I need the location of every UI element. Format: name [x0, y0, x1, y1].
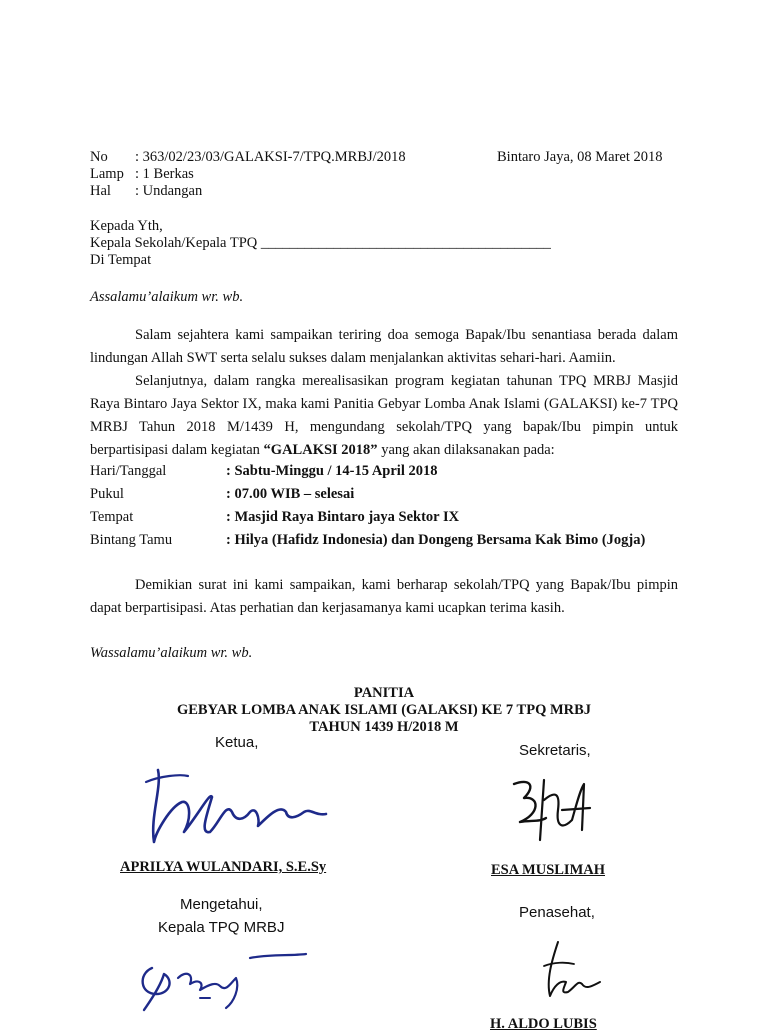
hal-value: : Undangan	[135, 183, 203, 199]
detail-label-time: Pukul	[90, 486, 124, 502]
committee-year: TAHUN 1439 H/2018 M	[309, 719, 459, 735]
body-paragraph-2	[90, 370, 678, 462]
kepala-signature-body	[178, 974, 237, 1008]
farewell: Wassalamu’alaikum wr. wb.	[90, 645, 253, 661]
sekretaris-signature-mark	[540, 780, 590, 840]
ketua-signature-flourish	[146, 775, 188, 782]
kepala-signature-line	[250, 954, 306, 958]
closing-paragraph	[90, 574, 678, 620]
detail-value-time: : 07.00 WIB – selesai	[226, 486, 355, 502]
lamp-label: Lamp	[90, 166, 124, 182]
detail-value-date: : Sabtu-Minggu / 14-15 April 2018	[226, 463, 438, 479]
kepala-role: Kepala TPQ MRBJ	[158, 919, 285, 936]
ketua-role: Ketua,	[215, 734, 259, 751]
penasehat-name: H. ALDO LUBIS	[490, 1016, 597, 1032]
penasehat-signature-stroke	[549, 942, 600, 996]
hal-label: Hal	[90, 183, 111, 199]
detail-label-date: Hari/Tanggal	[90, 463, 167, 479]
closing-text: Demikian surat ini kami sampaikan, kami berharap sekolah/TPQ yang Bapak/Ibu pimpin dapat berpartisipasi. Atas perhatian dan kerjasamanya kami ucapkan terima kasih.	[90, 577, 678, 616]
kepala-signature	[130, 944, 320, 1014]
body-paragraph-1	[90, 324, 678, 370]
ketua-signature	[140, 762, 340, 852]
para1-text: Salam sejahtera kami sampaikan teriring doa semoga Bapak/Ibu senantiasa berada dalam lindungan Allah SWT serta selalu sukses dalam menjalankan aktivitas sehari-hari. Aamiin.	[90, 327, 678, 366]
para2-text: Selanjutnya, dalam rangka merealisasikan program kegiatan tahunan TPQ MRBJ Masjid Raya Bintaro Jaya Sektor IX, maka kami Panitia Gebyar Lomba Anak Islami (GALAKSI) ke-7 TPQ MRBJ Tahun 2018 M/1439 H, mengundang sekolah/TPQ yang bapak/Ibu pimpin untuk berpartisipasi dalam kegiatan	[90, 373, 678, 458]
committee-title: PANITIA	[353, 685, 415, 701]
letter-number: : 363/02/23/03/GALAKSI-7/TPQ.MRBJ/2018	[135, 149, 406, 165]
ketua-name: APRILYA WULANDARI, S.E.Sy	[120, 859, 327, 875]
detail-label-guest: Bintang Tamu	[90, 532, 173, 548]
mengetahui-label: Mengetahui,	[180, 896, 263, 913]
detail-value-guest: : Hilya (Hafidz Indonesia) dan Dongeng Bersama Kak Bimo (Jogja)	[226, 532, 646, 548]
sekretaris-signature	[500, 770, 600, 850]
place-date: Bintaro Jaya, 08 Maret 2018	[497, 149, 663, 165]
lamp-value: : 1 Berkas	[135, 166, 194, 182]
event-name: “GALAKSI 2018”	[263, 442, 378, 458]
penasehat-signature	[530, 936, 610, 1006]
greeting: Assalamu’alaikum wr. wb.	[90, 289, 244, 305]
committee-event: GEBYAR LOMBA ANAK ISLAMI (GALAKSI) KE 7 TPQ MRBJ	[176, 702, 592, 718]
detail-value-place: : Masjid Raya Bintaro jaya Sektor IX	[226, 509, 460, 525]
recipient-line-2: Kepala Sekolah/Kepala TPQ ________________________________________	[90, 235, 551, 251]
ketua-signature-stroke	[153, 770, 326, 842]
detail-label-place: Tempat	[90, 509, 134, 525]
recipient-line-3: Di Tempat	[90, 252, 152, 268]
penasehat-role: Penasehat,	[519, 904, 595, 921]
recipient-line-1: Kepada Yth,	[90, 218, 163, 234]
penasehat-signature-flourish	[544, 963, 574, 966]
sekretaris-role: Sekretaris,	[519, 742, 591, 759]
kepala-signature-stroke	[143, 968, 170, 1010]
para2-tail: yang akan dilaksanakan pada:	[377, 442, 555, 458]
sekretaris-name: ESA MUSLIMAH	[491, 862, 606, 878]
no-label: No	[90, 149, 108, 165]
